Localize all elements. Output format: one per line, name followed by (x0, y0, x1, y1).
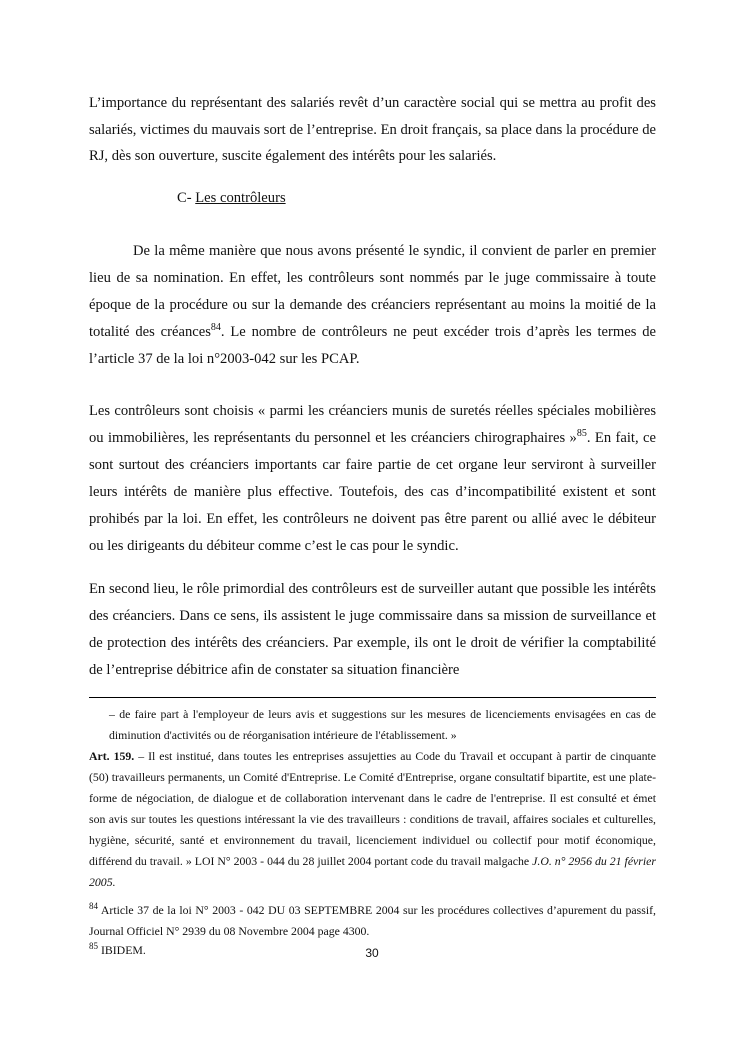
text: De la même manière que nous avons présenté le syndic, il convient de parler en premier lieu de sa nomination. En effet, les contrôleurs sont nommés par le juge commissaire à toute époque de la procédure ou sur la demande des créanciers représentant au moins la moitié de la totalité des créances (89, 243, 656, 340)
footnote-separator (89, 697, 656, 698)
paragraph-choix (89, 398, 656, 560)
art-label: Art. 159. (89, 749, 135, 763)
text: . En fait, ce sont surtout des créanciers importants car faire partie de cet organe leur serviront à surveiller leurs intérêts de manière plus effective. Toutefois, des cas d’incompatibilité existent et sont prohibés par la loi. En effet, les contrôleurs ne doivent pas être parent ou allié avec le débiteur ou les dirigeants du débiteur comme c’est le cas pour le syndic. (89, 430, 656, 554)
footnote-number: 84 (89, 901, 98, 912)
footnote-ref-84[interactable]: 84 (210, 322, 221, 334)
text: . Le nombre de contrôleurs ne peut excéder trois d’après les termes de l’article 37 de la loi n°2003-042 sur les PCAP. (89, 324, 656, 367)
journal-ref: J.O. n° 2956 du 21 février 2005. (89, 854, 656, 889)
heading-prefix: C- (177, 190, 196, 206)
paragraph-representant: L’importance du représentant des salariés revêt d’un caractère social qui se mettra au profit des salariés, victimes du mauvais sort de l’entreprise. En droit français, sa place dans la procédure de RJ, dès son ouverture, suscite également des intérêts pour les salariés. (89, 95, 656, 164)
footnote-art-159 (89, 746, 656, 893)
text: IBIDEM. (98, 943, 146, 957)
footnote-number: 85 (89, 941, 98, 952)
paragraph-role: En second lieu, le rôle primordial des contrôleurs est de surveiller autant que possible les intérêts des créanciers. Dans ce sens, ils assistent le juge commissaire dans sa mission de surveillance et de protection des intérêts des créanciers. Par exemple, ils ont le droit de vérifier la comptabilité de l’entreprise débitrice afin de constater sa situation financière (89, 581, 656, 678)
text: Les contrôleurs sont choisis « parmi les créanciers munis de suretés réelles spéciales mobilières ou immobilières, les représentants du personnel et les créanciers chirographaires » (89, 403, 656, 446)
text: – Il est institué, dans toutes les entreprises assujetties au Code du Travail et occupant à partir de cinquante (50) travailleurs permanents, un Comité d'Entreprise. Le Comité d'Entreprise, organe consultatif bipartite, est une plate-forme de négociation, de dialogue et de collaboration intervenant dans le cadre de l'entreprise. Il est consulté et émet son avis sur toutes les questions intéressant la vie des travailleurs : conditions de travail, affaires sociales et culturelles, hygiène, sécurité, santé et environnement du travail, licenciement individuel ou collectif pour motif économique, différend du travail. » LOI N° 2003 - 044 du 28 juillet 2004 portant code du travail malgache (89, 749, 656, 868)
footnote-84 (89, 900, 656, 942)
footnote-ref-85[interactable]: 85 (576, 428, 587, 440)
section-heading (177, 190, 286, 207)
heading-title: Les contrôleurs (195, 190, 286, 206)
text: Article 37 de la loi N° 2003 - 042 DU 03 SEPTEMBRE 2004 sur les procédures collectives d’apurement du passif, Journal Officiel N° 2939 du 08 Novembre 2004 page 4300. (89, 903, 656, 938)
paragraph-nomination (89, 238, 656, 373)
footnote-quote: – de faire part à l'employeur de leurs avis et suggestions sur les mesures de licenciements envisagées en cas de diminution d'activités ou de réorganisation intérieure de l'établissement. » (109, 707, 656, 742)
page-number: 30 (365, 946, 379, 960)
